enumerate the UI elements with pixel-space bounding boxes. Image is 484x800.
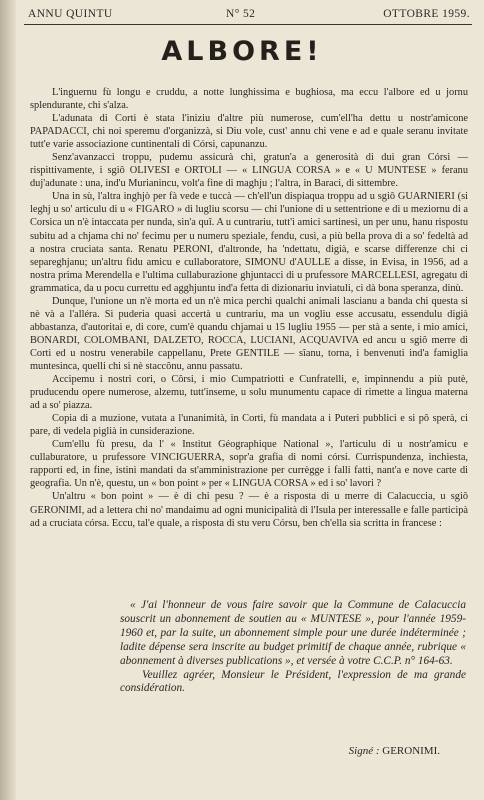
paragraph: Dunque, l'unione un n'è morta ed un n'è mica perchì qualchi animali lascianu a banda chi questa si nè và a l'alléra. Si puderia quasi accertà u cuntrariu, ma un vogliu esse accusatu, essendulu digià abbastanza, d'autoritai e, di core, cum'è quandu chjamai u 15 lugliu 1955 — per stà a sente, i mio amici, BONARDI, COLOMBANI, DALZETO, ROCCA, LUCIANI, ACQUAVIVA ed ancu u sgiô merre di Corti ed u nostru venerabile cappellanu, Prete GENTILE — sîanu, torna, i benvenuti ind'a famiglia muntesinca, quelli chi si nè staccônu, annu passatu.	[30, 295, 468, 372]
paragraph: Una in sù, l'altra inghjò per fà vede e tuccà — ch'ell'un dispiaqua troppu ad u sgiô GUARNIERI (si leghj u so' articulu di u « FIGARO » di lugliu scorsu — chi l'unione di u settentrione e di u meziornu di a Corsica un n'è intaccata per nunda, sin'a quî. A u cuntrariu, tutt'i amici sartinesi, un per unu, hanu rispostu subitu ad a chjama chi no' fecimu per u numeru speziale, fendu, cusì, a più bella prova di a so' fedeltà ad a nostra cruciata santa. Renatu PERONI, d'altronde, ha 'ndettatu, digià, e scarse differenze chi ci separeghjanu; un'altru fidu amicu e cullaboratore, SIMONU d'AULLE a disse, in Evisa, in 1956, ad a nostra prima Merendella e l'ultima cullaburazione ghjuntacci di u prufessore MARCELLESI, agregatu di grammatica, da u pocu currettu ed agghjuntu ind'a fetta di dizionariu inviatuli, ci dà bona speranza, dinù.	[30, 191, 468, 294]
signature-label: Signé :	[348, 745, 380, 757]
header-volume: ANNU QUINTU	[28, 8, 113, 20]
header-issue-number: N° 52	[226, 8, 256, 20]
paragraph: Accipemu i nostri cori, o Côrsi, i mio Cumpatriotti e Cunfratelli, e, impinnendu a più putè, pruducendu opere numerose, alzemu, tutt'inseme, u solu munumentu capace di rimette a lingua materna ad a so' piazza.	[30, 374, 468, 412]
paragraph: Un'altru « bon point » — è di chi pesu ? — è a risposta di u merre di Calacuccia, u sgiô GERONIMI, ad a lettera chi no' mandaimu ad ogni municipalità di l'Isula per interessalle e falle participà ad a cruciata córsa. Eccu, tal'e quale, a risposta di stu veru Córsu, ben ch'ella sia scritta in francese :	[30, 491, 468, 529]
paragraph: L'inguernu fù longu e cruddu, a notte lunghissima e bughiosa, ma eccu l'albore ed u jornu splendurante, chi s'alza.	[30, 87, 468, 112]
signature-name: GERONIMI.	[382, 745, 440, 757]
signature	[349, 745, 440, 757]
paragraph: Copia di a muzione, vutata a l'unanimità, in Corti, fù mandata a i Puteri pubblici e si pô sperà, ci pare, di vedela piglià in cunsiderazione.	[30, 413, 468, 438]
article-body	[30, 86, 468, 530]
paragraph: Cum'ellu fù presu, da l' « Institut Géographique National », l'articulu di u nostr'amicu e cullaburatore, u prufessore VINCIGUERRA, sopr'a grafia di nomi córsi. Currispundenza, inchiesta, rapporti ed, in fine, istini mandati da st'amministrazione per currègge i falli fatti, nant'a e nove carte di geografia. Un n'è, questu, un « bon point » per « LINGUA CORSA » ed i so' lavori ?	[30, 439, 468, 490]
paragraph: L'adunata di Corti è stata l'iniziu d'altre più numerose, cum'ell'ha dettu u nostr'amicone PAPADACCI, chi noi speremu d'organizzà, si Diu vole, cust' annu chi vene e ad e quale seranu invitate tutt'e varie associazione cuntinentali di Córsi, capunanzu.	[30, 113, 468, 151]
header-rule	[24, 24, 472, 25]
quoted-letter	[120, 599, 466, 696]
page-binding-edge	[0, 0, 16, 800]
article-title: ALBORE!	[161, 36, 323, 67]
paragraph: Senz'avanzacci troppu, pudemu assicurà chi, gratun'a a generosità di dui gran Córsi — rispittivamente, i sgiô OLIVESI e ORTOLI — « LINGUA CORSA » e « U MUNTESE » feranu duj'adunate : una, ind'u Murianincu, volt'a fine di maghju ; l'altra, in Baraci, di sittembre.	[30, 152, 468, 190]
header-date: OTTOBRE 1959.	[383, 8, 470, 20]
quoted-letter-text: « J'ai l'honneur de vous faire savoir que la Commune de Calacuccia souscrit un abonnement de soutien au « MUNTESE », pour l'année 1959-1960 et, par la suite, un abonnement simple pour une durée indéterminée ; ladite dépense sera inscrite au budget primitif de chaque année, rubrique « abonnement à diverses publications », et versée à votre C.C.P. n° 164-63.	[120, 599, 466, 667]
quoted-letter-closing: Veuillez agréer, Monsieur le Président, l'expression de ma grande considération.	[120, 668, 466, 695]
